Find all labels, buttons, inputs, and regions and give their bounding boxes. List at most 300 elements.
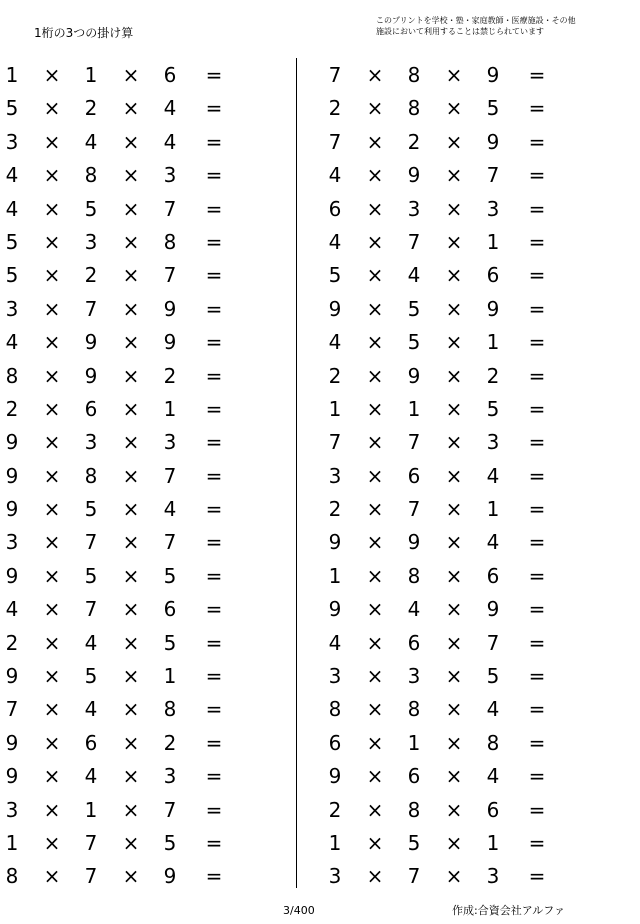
- equals-sign: =: [205, 563, 223, 588]
- third-factor: 5: [486, 664, 500, 689]
- times-sign: ×: [445, 229, 463, 254]
- usage-notice-line-1: このプリントを学校・塾・家庭教師・医療施設・その他: [376, 16, 576, 25]
- first-factor: 4: [328, 330, 342, 355]
- first-factor: 2: [328, 797, 342, 822]
- third-factor: 6: [486, 263, 500, 288]
- times-sign: ×: [43, 630, 61, 655]
- second-factor: 7: [407, 229, 421, 254]
- second-factor: 7: [407, 497, 421, 522]
- times-sign: ×: [445, 430, 463, 455]
- times-sign: ×: [366, 96, 384, 121]
- third-factor: 9: [486, 597, 500, 622]
- times-sign: ×: [43, 563, 61, 588]
- first-factor: 6: [328, 730, 342, 755]
- third-factor: 3: [163, 163, 177, 188]
- first-factor: 5: [5, 96, 19, 121]
- second-factor: 7: [407, 430, 421, 455]
- times-sign: ×: [43, 797, 61, 822]
- times-sign: ×: [43, 296, 61, 321]
- problem-row: [323, 492, 563, 525]
- second-factor: 7: [84, 864, 98, 889]
- first-factor: 8: [5, 363, 19, 388]
- equals-sign: =: [528, 597, 546, 622]
- problem-row: [0, 192, 240, 225]
- problem-row: [0, 793, 240, 826]
- problem-row: [323, 158, 563, 191]
- third-factor: 9: [486, 129, 500, 154]
- equals-sign: =: [205, 396, 223, 421]
- equals-sign: =: [528, 396, 546, 421]
- equals-sign: =: [205, 864, 223, 889]
- first-factor: 9: [5, 563, 19, 588]
- second-factor: 4: [407, 263, 421, 288]
- first-factor: 9: [5, 430, 19, 455]
- equals-sign: =: [528, 697, 546, 722]
- times-sign: ×: [445, 363, 463, 388]
- equals-sign: =: [205, 597, 223, 622]
- first-factor: 7: [328, 63, 342, 87]
- second-factor: 6: [407, 630, 421, 655]
- second-factor: 3: [407, 664, 421, 689]
- equals-sign: =: [528, 363, 546, 388]
- problem-row: [0, 125, 240, 158]
- times-sign: ×: [366, 730, 384, 755]
- equals-sign: =: [528, 530, 546, 555]
- first-factor: 2: [328, 497, 342, 522]
- times-sign: ×: [445, 396, 463, 421]
- second-factor: 5: [84, 196, 98, 221]
- first-factor: 8: [5, 864, 19, 889]
- second-factor: 8: [407, 563, 421, 588]
- third-factor: 6: [163, 597, 177, 622]
- third-factor: 5: [163, 563, 177, 588]
- first-factor: 9: [5, 730, 19, 755]
- times-sign: ×: [43, 730, 61, 755]
- first-factor: 2: [328, 96, 342, 121]
- problem-row: [0, 525, 240, 558]
- first-factor: 1: [5, 63, 19, 87]
- times-sign: ×: [366, 296, 384, 321]
- equals-sign: =: [528, 96, 546, 121]
- first-factor: 4: [5, 163, 19, 188]
- second-factor: 8: [407, 697, 421, 722]
- times-sign: ×: [122, 664, 140, 689]
- first-factor: 3: [328, 864, 342, 889]
- times-sign: ×: [445, 63, 463, 87]
- problem-row: [0, 726, 240, 759]
- times-sign: ×: [43, 497, 61, 522]
- times-sign: ×: [445, 630, 463, 655]
- problem-row: [323, 726, 563, 759]
- times-sign: ×: [445, 764, 463, 789]
- times-sign: ×: [445, 530, 463, 555]
- times-sign: ×: [366, 396, 384, 421]
- first-factor: 3: [5, 797, 19, 822]
- equals-sign: =: [528, 830, 546, 855]
- third-factor: 1: [163, 664, 177, 689]
- equals-sign: =: [205, 129, 223, 154]
- third-factor: 3: [486, 864, 500, 889]
- times-sign: ×: [122, 196, 140, 221]
- equals-sign: =: [205, 63, 223, 87]
- first-factor: 4: [5, 196, 19, 221]
- times-sign: ×: [366, 830, 384, 855]
- times-sign: ×: [122, 864, 140, 889]
- problem-row: [0, 425, 240, 458]
- times-sign: ×: [43, 664, 61, 689]
- second-factor: 5: [407, 330, 421, 355]
- third-factor: 3: [163, 764, 177, 789]
- equals-sign: =: [205, 263, 223, 288]
- times-sign: ×: [43, 830, 61, 855]
- times-sign: ×: [366, 229, 384, 254]
- second-factor: 7: [84, 530, 98, 555]
- second-factor: 2: [84, 96, 98, 121]
- first-factor: 8: [328, 697, 342, 722]
- second-factor: 6: [407, 463, 421, 488]
- second-factor: 4: [84, 764, 98, 789]
- times-sign: ×: [122, 630, 140, 655]
- equals-sign: =: [205, 530, 223, 555]
- second-factor: 7: [84, 830, 98, 855]
- problem-row: [323, 125, 563, 158]
- problem-row: [323, 392, 563, 425]
- second-factor: 9: [407, 163, 421, 188]
- times-sign: ×: [43, 864, 61, 889]
- times-sign: ×: [43, 263, 61, 288]
- equals-sign: =: [528, 630, 546, 655]
- times-sign: ×: [43, 430, 61, 455]
- worksheet-title: 1桁の3つの掛け算: [34, 26, 134, 40]
- equals-sign: =: [528, 196, 546, 221]
- problem-row: [323, 192, 563, 225]
- problem-row: [0, 359, 240, 392]
- times-sign: ×: [122, 563, 140, 588]
- equals-sign: =: [205, 330, 223, 355]
- times-sign: ×: [445, 96, 463, 121]
- equals-sign: =: [528, 463, 546, 488]
- first-factor: 4: [328, 229, 342, 254]
- problem-row: [323, 626, 563, 659]
- times-sign: ×: [445, 330, 463, 355]
- times-sign: ×: [122, 730, 140, 755]
- times-sign: ×: [366, 430, 384, 455]
- third-factor: 9: [486, 63, 500, 87]
- second-factor: 6: [407, 764, 421, 789]
- times-sign: ×: [366, 597, 384, 622]
- times-sign: ×: [122, 597, 140, 622]
- problem-row: [0, 158, 240, 191]
- problem-row: [0, 592, 240, 625]
- third-factor: 4: [486, 530, 500, 555]
- times-sign: ×: [445, 163, 463, 188]
- second-factor: 5: [84, 664, 98, 689]
- problem-row: [323, 459, 563, 492]
- times-sign: ×: [366, 363, 384, 388]
- times-sign: ×: [43, 96, 61, 121]
- second-factor: 2: [84, 263, 98, 288]
- first-factor: 1: [328, 563, 342, 588]
- times-sign: ×: [366, 797, 384, 822]
- problem-row: [323, 359, 563, 392]
- times-sign: ×: [122, 330, 140, 355]
- second-factor: 5: [84, 497, 98, 522]
- third-factor: 2: [163, 363, 177, 388]
- equals-sign: =: [528, 296, 546, 321]
- equals-sign: =: [528, 864, 546, 889]
- times-sign: ×: [445, 597, 463, 622]
- problem-row: [323, 793, 563, 826]
- third-factor: 8: [486, 730, 500, 755]
- first-factor: 2: [5, 630, 19, 655]
- second-factor: 9: [84, 330, 98, 355]
- problem-row: [0, 659, 240, 692]
- second-factor: 9: [84, 363, 98, 388]
- first-factor: 4: [328, 163, 342, 188]
- problem-row: [0, 292, 240, 325]
- first-factor: 2: [5, 396, 19, 421]
- equals-sign: =: [205, 96, 223, 121]
- times-sign: ×: [43, 129, 61, 154]
- first-factor: 3: [328, 664, 342, 689]
- times-sign: ×: [43, 463, 61, 488]
- second-factor: 3: [84, 430, 98, 455]
- times-sign: ×: [122, 296, 140, 321]
- second-factor: 2: [407, 129, 421, 154]
- times-sign: ×: [445, 697, 463, 722]
- times-sign: ×: [122, 263, 140, 288]
- problem-row: [0, 859, 240, 892]
- equals-sign: =: [528, 797, 546, 822]
- first-factor: 9: [328, 296, 342, 321]
- second-factor: 5: [407, 296, 421, 321]
- first-factor: 7: [328, 129, 342, 154]
- first-factor: 3: [5, 296, 19, 321]
- second-factor: 4: [84, 630, 98, 655]
- problem-row: [0, 258, 240, 291]
- times-sign: ×: [122, 797, 140, 822]
- problem-row: [323, 58, 563, 91]
- problem-row: [0, 58, 240, 91]
- times-sign: ×: [366, 664, 384, 689]
- second-factor: 4: [84, 697, 98, 722]
- problem-row: [323, 692, 563, 725]
- column-divider: [296, 58, 297, 888]
- times-sign: ×: [43, 163, 61, 188]
- equals-sign: =: [205, 630, 223, 655]
- times-sign: ×: [122, 497, 140, 522]
- third-factor: 5: [486, 96, 500, 121]
- usage-notice-line-2: 施設において利用することは禁じられています: [376, 27, 544, 36]
- third-factor: 7: [486, 630, 500, 655]
- problem-row: [323, 425, 563, 458]
- second-factor: 1: [407, 730, 421, 755]
- third-factor: 5: [163, 630, 177, 655]
- times-sign: ×: [122, 430, 140, 455]
- right-problem-column: [323, 58, 563, 893]
- first-factor: 9: [328, 597, 342, 622]
- times-sign: ×: [43, 229, 61, 254]
- equals-sign: =: [205, 430, 223, 455]
- second-factor: 7: [84, 597, 98, 622]
- times-sign: ×: [366, 764, 384, 789]
- second-factor: 9: [407, 363, 421, 388]
- third-factor: 3: [486, 196, 500, 221]
- third-factor: 6: [486, 563, 500, 588]
- equals-sign: =: [205, 163, 223, 188]
- problem-row: [323, 91, 563, 124]
- first-factor: 9: [5, 463, 19, 488]
- problem-row: [323, 826, 563, 859]
- problem-row: [0, 692, 240, 725]
- third-factor: 8: [163, 697, 177, 722]
- second-factor: 8: [407, 63, 421, 87]
- times-sign: ×: [43, 697, 61, 722]
- third-factor: 7: [163, 530, 177, 555]
- times-sign: ×: [445, 830, 463, 855]
- problem-row: [0, 559, 240, 592]
- times-sign: ×: [366, 563, 384, 588]
- third-factor: 4: [486, 463, 500, 488]
- times-sign: ×: [445, 664, 463, 689]
- times-sign: ×: [366, 697, 384, 722]
- second-factor: 3: [407, 196, 421, 221]
- second-factor: 8: [407, 96, 421, 121]
- second-factor: 6: [84, 730, 98, 755]
- times-sign: ×: [445, 296, 463, 321]
- times-sign: ×: [445, 797, 463, 822]
- times-sign: ×: [366, 630, 384, 655]
- equals-sign: =: [205, 830, 223, 855]
- equals-sign: =: [205, 764, 223, 789]
- times-sign: ×: [122, 463, 140, 488]
- times-sign: ×: [122, 764, 140, 789]
- third-factor: 6: [163, 63, 177, 87]
- problem-row: [323, 659, 563, 692]
- problem-row: [323, 225, 563, 258]
- equals-sign: =: [528, 129, 546, 154]
- equals-sign: =: [528, 430, 546, 455]
- third-factor: 2: [163, 730, 177, 755]
- times-sign: ×: [366, 864, 384, 889]
- third-factor: 7: [163, 797, 177, 822]
- second-factor: 1: [84, 797, 98, 822]
- second-factor: 3: [84, 229, 98, 254]
- times-sign: ×: [122, 530, 140, 555]
- times-sign: ×: [445, 497, 463, 522]
- third-factor: 5: [163, 830, 177, 855]
- third-factor: 3: [486, 430, 500, 455]
- times-sign: ×: [122, 396, 140, 421]
- usage-notice: [376, 15, 576, 37]
- times-sign: ×: [366, 263, 384, 288]
- first-factor: 3: [5, 129, 19, 154]
- third-factor: 3: [163, 430, 177, 455]
- times-sign: ×: [445, 563, 463, 588]
- problem-row: [0, 492, 240, 525]
- second-factor: 5: [84, 563, 98, 588]
- times-sign: ×: [366, 163, 384, 188]
- third-factor: 7: [163, 196, 177, 221]
- second-factor: 8: [84, 163, 98, 188]
- third-factor: 1: [486, 830, 500, 855]
- times-sign: ×: [122, 129, 140, 154]
- equals-sign: =: [528, 563, 546, 588]
- times-sign: ×: [43, 330, 61, 355]
- second-factor: 7: [84, 296, 98, 321]
- first-factor: 5: [5, 229, 19, 254]
- left-problem-column: [0, 58, 240, 893]
- problem-row: [0, 826, 240, 859]
- third-factor: 1: [486, 229, 500, 254]
- third-factor: 4: [163, 96, 177, 121]
- first-factor: 3: [328, 463, 342, 488]
- problem-row: [323, 525, 563, 558]
- third-factor: 9: [486, 296, 500, 321]
- times-sign: ×: [445, 263, 463, 288]
- equals-sign: =: [205, 296, 223, 321]
- equals-sign: =: [205, 363, 223, 388]
- times-sign: ×: [43, 597, 61, 622]
- problem-row: [0, 759, 240, 792]
- first-factor: 9: [5, 497, 19, 522]
- first-factor: 4: [5, 597, 19, 622]
- equals-sign: =: [528, 730, 546, 755]
- first-factor: 5: [328, 263, 342, 288]
- third-factor: 2: [486, 363, 500, 388]
- second-factor: 9: [407, 530, 421, 555]
- first-factor: 7: [328, 430, 342, 455]
- equals-sign: =: [528, 664, 546, 689]
- equals-sign: =: [205, 664, 223, 689]
- equals-sign: =: [205, 229, 223, 254]
- problem-row: [323, 325, 563, 358]
- equals-sign: =: [205, 730, 223, 755]
- times-sign: ×: [445, 129, 463, 154]
- times-sign: ×: [122, 63, 140, 87]
- first-factor: 9: [328, 530, 342, 555]
- times-sign: ×: [122, 830, 140, 855]
- third-factor: 6: [486, 797, 500, 822]
- times-sign: ×: [43, 363, 61, 388]
- times-sign: ×: [366, 530, 384, 555]
- first-factor: 9: [5, 764, 19, 789]
- times-sign: ×: [122, 96, 140, 121]
- problem-row: [323, 759, 563, 792]
- second-factor: 4: [407, 597, 421, 622]
- first-factor: 5: [5, 263, 19, 288]
- times-sign: ×: [43, 396, 61, 421]
- equals-sign: =: [528, 497, 546, 522]
- times-sign: ×: [366, 497, 384, 522]
- problem-row: [323, 559, 563, 592]
- second-factor: 8: [407, 797, 421, 822]
- third-factor: 5: [486, 396, 500, 421]
- second-factor: 5: [407, 830, 421, 855]
- first-factor: 1: [328, 396, 342, 421]
- times-sign: ×: [366, 129, 384, 154]
- equals-sign: =: [528, 163, 546, 188]
- first-factor: 2: [328, 363, 342, 388]
- first-factor: 9: [328, 764, 342, 789]
- third-factor: 1: [163, 396, 177, 421]
- times-sign: ×: [445, 864, 463, 889]
- equals-sign: =: [205, 463, 223, 488]
- problem-row: [323, 292, 563, 325]
- times-sign: ×: [366, 330, 384, 355]
- third-factor: 7: [486, 163, 500, 188]
- equals-sign: =: [528, 63, 546, 87]
